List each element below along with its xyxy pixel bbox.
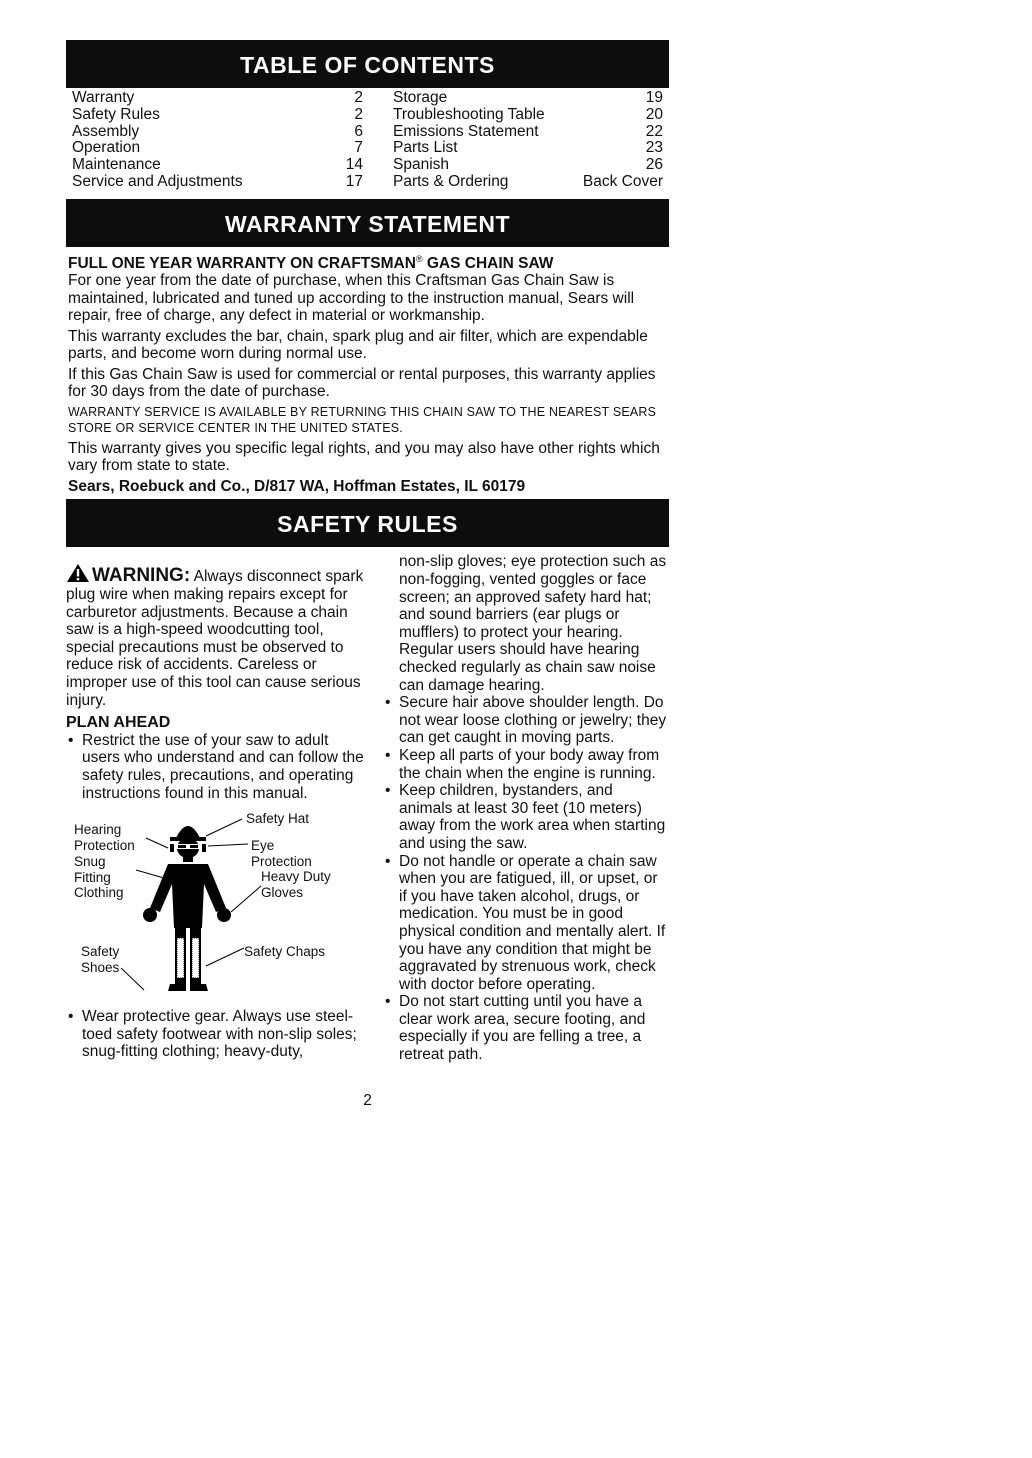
toc-entry: Safety Rules 2 [72, 105, 363, 123]
list-item: • Do not handle or operate a chain saw when you are fatigued, ill, or upset, or if you have taken alcohol, drugs, or medication. You must be in good physical condition and mentally alert. If you have any condition that might be aggravated by strenuous work, check with doctor before operating. [383, 853, 669, 994]
protective-gear-figure [66, 808, 366, 998]
toc-entry: Maintenance 14 [72, 156, 363, 174]
toc-entry: Service and Adjustments 17 [72, 172, 363, 190]
list-item: • Keep all parts of your body away from the chain when the engine is running. [383, 747, 669, 782]
toc-entry: Spanish 26 [393, 156, 663, 174]
eye-protection-label: Eye Protection [251, 838, 312, 869]
safety-left-column [66, 553, 366, 1063]
protective-gear-continued: non-slip gloves; eye protection such as non-fogging, vented goggles or face screen; an approved safety hard hat; and sound barriers (ear plugs or mufflers) to protect your hearing. Regular users should have hearing checked regularly as chain saw noise can damage hearing. [399, 553, 667, 694]
warranty-paragraph: This warranty gives you specific legal rights, and you may also have other rights which vary from state to state. [68, 439, 660, 475]
safety-rules-list [383, 694, 669, 1063]
warning-text: Always disconnect spark plug wire when making repairs except for carburetor adjustments. Because a chain saw is a high-speed woodcutting tool, special precautions must be observed to reduce risk of accidents. Careless or improper use of this tool can cause serious injury. [66, 568, 364, 709]
toc-right-column [389, 90, 663, 191]
plan-ahead-list [66, 732, 366, 802]
toc-entry: Assembly 6 [72, 122, 363, 140]
warranty-banner: WARRANTY STATEMENT [66, 199, 669, 247]
list-item: • Keep children, bystanders, and animals at least 30 feet (10 meters) away from the work area when starting and using the saw. [383, 782, 669, 852]
toc-entry: Warranty 2 [72, 89, 363, 106]
toc-entry: Emissions Statement 22 [393, 122, 663, 140]
snug-clothing-label: Snug Fitting Clothing [74, 854, 124, 901]
warranty-paragraph: This warranty excludes the bar, chain, spark plug and air filter, which are expendable parts, and become worn during normal use. [68, 327, 648, 363]
warranty-paragraph: For one year from the date of purchase, when this Craftsman Gas Chain Saw is maintained, lubricated and tuned up according to the instruction manual, Sears will repair, free of charge, any defect in material or workmanship. [68, 272, 635, 325]
list-item: • Wear protective gear. Always use steel-toed safety footwear with non-slip soles; snug-fitting clothing; heavy-duty, [66, 1008, 366, 1061]
toc-entry: Parts List 23 [393, 139, 663, 157]
toc-entry: Troubleshooting Table 20 [393, 105, 663, 123]
warranty-paragraph: If this Gas Chain Saw is used for commercial or rental purposes, this warranty applies for 30 days from the date of purchase. [68, 365, 656, 401]
warranty-heading: FULL ONE YEAR WARRANTY ON CRAFTSMAN® GAS CHAIN SAW [68, 253, 554, 272]
plan-ahead-heading: PLAN AHEAD [66, 714, 171, 732]
warranty-service-notice: WARRANTY SERVICE IS AVAILABLE BY RETURNING THIS CHAIN SAW TO THE NEAREST SEARS STORE OR SERVICE CENTER IN THE UNITED STATES. [68, 404, 657, 436]
hearing-protection-label: Hearing Protection [74, 822, 135, 853]
safety-shoes-label: Safety Shoes [81, 944, 120, 975]
toc-entry: Storage 19 [393, 89, 663, 106]
sears-address: Sears, Roebuck and Co., D/817 WA, Hoffman Estates, IL 60179 [68, 477, 526, 495]
table-of-contents [66, 88, 669, 191]
toc-entry: Parts & Ordering Back Cover [393, 172, 663, 190]
toc-entry: Operation 7 [72, 139, 363, 157]
warning-triangle-icon [66, 563, 90, 583]
warning-label: WARNING: [92, 565, 191, 587]
list-item: • Secure hair above shoulder length. Do not wear loose clothing or jewelry; they can get caught in moving parts. [383, 694, 669, 747]
safety-chaps-label: Safety Chaps [244, 944, 326, 960]
page-number: 2 [363, 1092, 372, 1109]
manual-page [66, 40, 669, 1109]
warranty-statement [66, 247, 669, 496]
safety-banner: SAFETY RULES [66, 499, 669, 547]
protective-gear-list [66, 1008, 366, 1061]
heavy-duty-gloves-label: Heavy Duty Gloves [261, 869, 331, 900]
list-item: • Do not start cutting until you have a clear work area, secure footing, and especially if you are felling a tree, a retreat path. [383, 993, 669, 1063]
safety-rules [66, 547, 669, 1063]
safety-hat-label: Safety Hat [246, 811, 310, 827]
warning-block [66, 563, 366, 709]
list-item: • Restrict the use of your saw to adult users who understand and can follow the safety rules, precautions, and operating instructions found in this manual. [66, 732, 366, 802]
toc-banner: TABLE OF CONTENTS [66, 40, 669, 88]
safety-right-column [366, 553, 669, 1063]
toc-left-column [72, 90, 389, 191]
